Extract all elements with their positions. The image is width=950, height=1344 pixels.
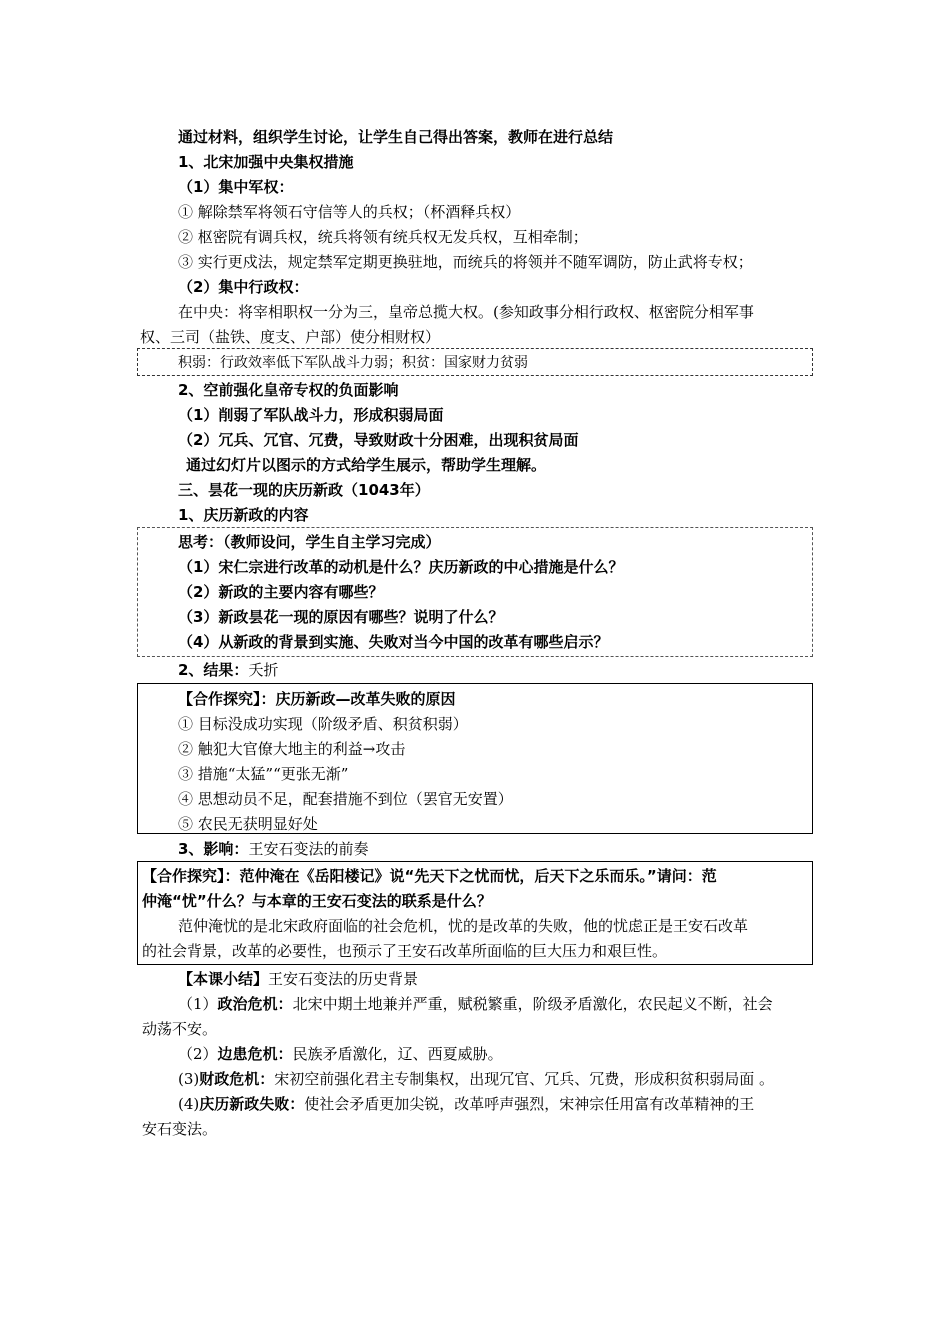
text-line: （2）冗兵、冗官、冗费，导致财政十分困难，出现积贫局面 xyxy=(178,431,579,449)
summary-2: （2）边患危机：民族矛盾激化，辽、西夏威胁。 xyxy=(178,1045,503,1063)
question-2: （2）新政的主要内容有哪些？ xyxy=(178,583,384,601)
text-line: 通过幻灯片以图示的方式给学生展示，帮助学生理解。 xyxy=(186,456,547,474)
inquiry-2-line-1: 【合作探究】：范仲淹在《岳阳楼记》说“先天下之忧而忧，后天下之乐而乐。”请问：范 xyxy=(142,867,717,885)
subheading-military: （1）集中军权： xyxy=(178,178,294,196)
summary-heading: 【本课小结】王安石变法的历史背景 xyxy=(178,970,419,988)
text-line: ③ 实行更戍法，规定禁军定期更换驻地，而统兵的将领并不随军调防，防止武将专权； xyxy=(178,253,753,271)
impact-line: 3、影响：王安石变法的前奏 xyxy=(178,840,369,858)
inquiry-title: 【合作探究】：庆历新政—改革失败的原因 xyxy=(178,690,456,708)
reason-3: ③ 措施“太猛”“更张无渐” xyxy=(178,765,349,783)
think-title: 思考：（教师设问，学生自主学习完成） xyxy=(178,533,441,551)
section-3-heading: 三、昙花一现的庆历新政（1043年） xyxy=(178,481,430,499)
reason-4: ④ 思想动员不足，配套措施不到位（罢官无安置） xyxy=(178,790,513,808)
reason-5: ⑤ 农民无获明显好处 xyxy=(178,815,318,833)
question-4: （4）从新政的背景到实施、失败对当今中国的改革有哪些启示？ xyxy=(178,633,609,651)
reason-1: ① 目标没成功实现（阶级矛盾、积贫积弱） xyxy=(178,715,468,733)
summary-1: （1）政治危机：北宋中期土地兼并严重，赋税繁重，阶级矛盾激化，农民起义不断，社会 xyxy=(178,995,773,1013)
inquiry-2-line-2: 仲淹“忧”什么？与本章的王安石变法的联系是什么？ xyxy=(142,892,492,910)
inquiry-2-answer-2: 的社会背景，改革的必要性，也预示了王安石改革所面临的巨大压力和艰巨性。 xyxy=(142,942,668,960)
summary-1-cont: 动荡不安。 xyxy=(142,1020,218,1038)
subheading-admin: （2）集中行政权： xyxy=(178,278,309,296)
heading-2: 2、空前强化皇帝专权的负面影响 xyxy=(178,381,399,399)
text-line: ① 解除禁军将领石守信等人的兵权；（杯酒释兵权） xyxy=(178,203,521,221)
result-line: 2、结果：夭折 xyxy=(178,661,279,679)
text-line: 权、三司（盐铁、度支、户部）使分相财权） xyxy=(140,328,441,346)
heading-qingli-content: 1、庆历新政的内容 xyxy=(178,506,309,524)
heading-1: 1、北宋加强中央集权措施 xyxy=(178,153,354,171)
intro-line: 通过材料，组织学生讨论，让学生自己得出答案，教师在进行总结 xyxy=(178,128,614,146)
summary-4-cont: 安石变法。 xyxy=(142,1120,218,1138)
summary-4: (4)庆历新政失败：使社会矛盾更加尖锐，改革呼声强烈，宋神宗任用富有改革精神的王 xyxy=(178,1095,755,1113)
text-line: 在中央：将宰相职权一分为三，皇帝总揽大权。(参知政事分相行政权、枢密院分相军事 xyxy=(178,303,754,321)
question-3: （3）新政昙花一现的原因有哪些？说明了什么？ xyxy=(178,608,504,626)
text-line: （1）削弱了军队战斗力，形成积弱局面 xyxy=(178,406,444,424)
reason-2: ② 触犯大官僚大地主的利益→攻击 xyxy=(178,740,406,758)
inquiry-2-answer-1: 范仲淹忧的是北宋政府面临的社会危机，忧的是改革的失败，他的忧虑正是王安石改革 xyxy=(178,917,749,935)
text-line: ② 枢密院有调兵权，统兵将领有统兵权无发兵权，互相牵制； xyxy=(178,228,588,246)
note-text: 积弱：行政效率低下军队战斗力弱；积贫：国家财力贫弱 xyxy=(178,355,528,371)
question-1: （1）宋仁宗进行改革的动机是什么？庆历新政的中心措施是什么？ xyxy=(178,558,624,576)
summary-3: (3)财政危机：宋初空前强化君主专制集权，出现冗官、冗兵、冗费，形成积贫积弱局面 。 xyxy=(178,1070,775,1088)
